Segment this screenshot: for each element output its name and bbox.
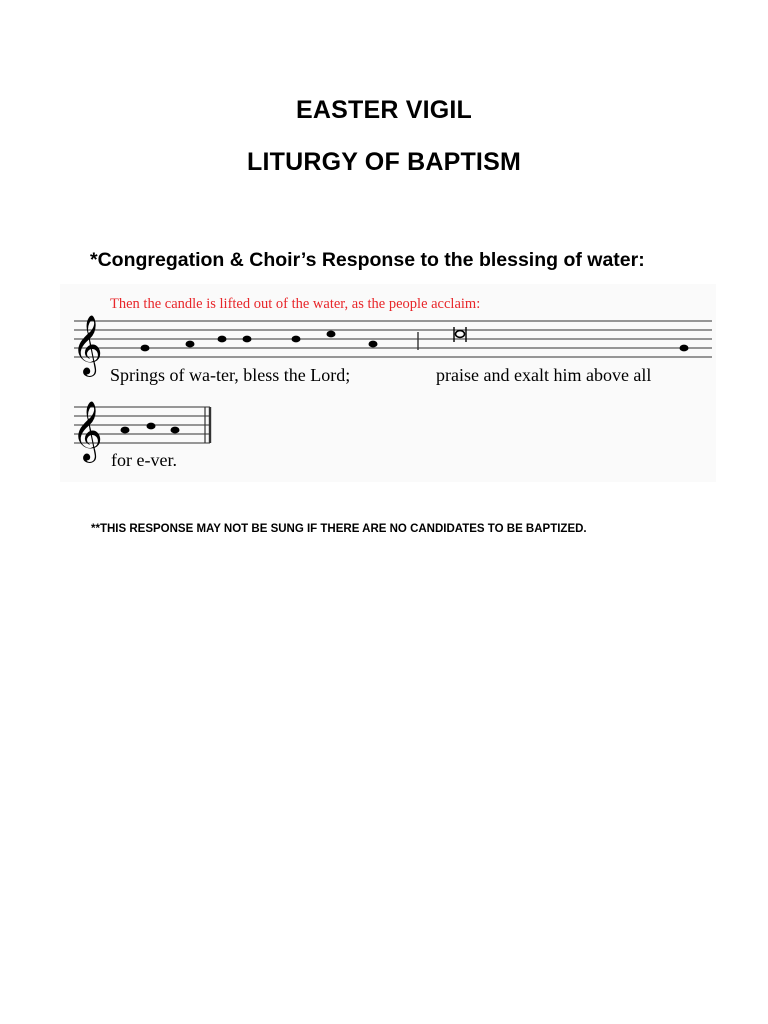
page-subtitle: LITURGY OF BAPTISM (247, 148, 521, 176)
lyrics-line-1a: Springs of wa-ter, bless the Lord; (110, 365, 351, 385)
rubric-text: Then the candle is lifted out of the water, as the people acclaim: (110, 296, 481, 312)
page-title: EASTER VIGIL (295, 96, 473, 124)
svg-text:𝄞: 𝄞 (72, 401, 103, 461)
footnote: **THIS RESPONSE MAY NOT BE SUNG IF THERE ARE NO CANDIDATES TO BE BAPTIZED. (91, 523, 587, 535)
treble-clef-icon (72, 315, 103, 377)
svg-text:𝄞: 𝄞 (72, 315, 103, 375)
section-heading: *Congregation & Choir’s Response to the blessing of water: (90, 249, 645, 271)
treble-clef-icon-2 (72, 401, 103, 463)
lyrics-line-1b: praise and exalt him above all (436, 365, 652, 385)
lyrics-line-2: for e-ver. (111, 450, 177, 470)
